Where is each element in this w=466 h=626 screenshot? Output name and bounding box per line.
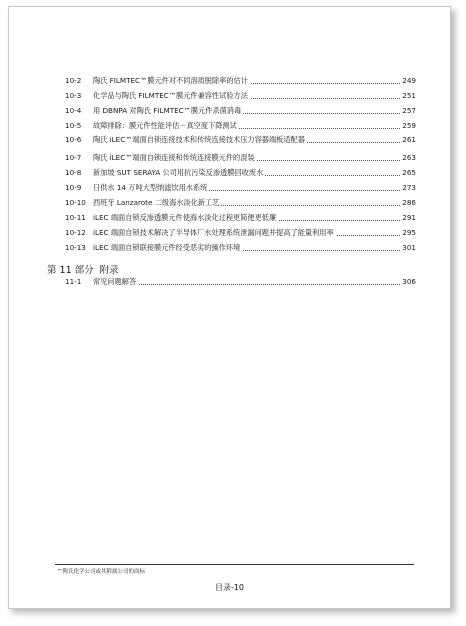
toc-entry[interactable]: [9, 90, 450, 102]
toc-entry-page: 301: [402, 243, 416, 252]
toc-entry-title: 新加坡 SUT SERAYA 公司用抗污染反渗透膜回收废水: [93, 168, 264, 177]
toc-entry-page: 259: [402, 121, 416, 130]
toc-entry-page: 263: [402, 153, 416, 162]
toc-entry-page: 291: [402, 213, 416, 222]
toc-entry-title: 西班牙 Lanzarote 二级海水淡化新工艺: [93, 198, 220, 207]
toc-entry-page: 251: [402, 91, 416, 100]
toc-entry-number: 10-8: [65, 168, 82, 177]
toc-entry-number: 10-6: [65, 135, 82, 144]
toc-entry-number: 10-4: [65, 106, 82, 115]
toc-entry-page: 249: [402, 76, 416, 85]
toc-entry[interactable]: [9, 212, 450, 224]
toc-entry-page: 273: [402, 183, 416, 192]
toc-entry-number: 10-9: [65, 183, 82, 192]
footnote-divider: [55, 564, 414, 565]
toc-entry-title: 故障排除：膜元件性能评估－真空度下降测试: [93, 121, 237, 130]
toc-entry[interactable]: [9, 134, 450, 146]
page-number: 目录-10: [214, 583, 245, 592]
toc-entry[interactable]: [9, 276, 450, 288]
toc-entry-number: 10-3: [65, 91, 82, 100]
toc-entry-title: 化学品与陶氏 FILMTEC™膜元件兼容性试验方法: [93, 91, 248, 100]
toc-entry-page: 265: [402, 168, 416, 177]
toc-entry[interactable]: [9, 120, 450, 132]
toc-entry-number: 10-12: [65, 228, 86, 237]
toc-entry-page: 261: [402, 135, 416, 144]
toc-entry-number: 10-5: [65, 121, 82, 130]
part-heading: [47, 262, 125, 276]
toc-entry-number: 10-7: [65, 153, 82, 162]
toc-entry[interactable]: [9, 182, 450, 194]
document-page: [8, 6, 451, 609]
toc-entry[interactable]: [9, 75, 450, 87]
part-title: 附录: [99, 265, 119, 276]
toc-entry[interactable]: [9, 167, 450, 179]
toc-entry-title: 日供水 14 万吨大型纳滤饮用水系统: [93, 183, 208, 192]
toc-entry-number: 10-13: [65, 243, 86, 252]
toc-entry-number: 10-11: [65, 213, 86, 222]
toc-entry-number: 10-10: [65, 198, 86, 207]
toc-entry-title: 陶氏 iLEC™端面自锁连接技术和传统连接技术压力容器端板适配器: [93, 135, 305, 144]
toc-entry[interactable]: [9, 227, 450, 239]
toc-entry-number: 10-2: [65, 76, 82, 85]
toc-entry-title: iLEC 端面自锁技术解决了半导体厂水处理系统泄漏问题并提高了能量利用率: [93, 228, 334, 237]
toc-entry[interactable]: [9, 105, 450, 117]
toc-entry-title: 常见问题解答: [93, 277, 137, 286]
toc-entry[interactable]: [9, 152, 450, 164]
toc-entry-title: 陶氏 FILMTEC™膜元件对不同溶质脱除率的估计: [93, 76, 248, 85]
toc-entry-number: 11-1: [65, 277, 82, 286]
part-label: 第 11 部分: [47, 265, 94, 276]
toc-entry-title: 陶氏 iLEC™端面自锁连接和传统连接膜元件的混装: [93, 153, 255, 162]
toc-entry[interactable]: [9, 197, 450, 209]
toc-entry-title: iLEC 端面自锁联接膜元件经受恶劣的操作环境: [93, 243, 241, 252]
trademark-footnote: ™陶氏化学公司或其附属公司的商标: [57, 569, 146, 575]
toc-entry-page: 306: [402, 277, 416, 286]
toc-entry[interactable]: [9, 242, 450, 254]
toc-entry-title: iLEC 端面自锁反渗透膜元件使海水淡化过程更简便更低廉: [93, 213, 277, 222]
toc-entry-page: 295: [402, 228, 416, 237]
toc-entry-page: 286: [402, 198, 416, 207]
dot-leader: [93, 284, 404, 285]
toc-entry-title: 用 DBNPA 对陶氏 FILMTEC™膜元件杀菌消毒: [93, 106, 242, 115]
toc-entry-page: 257: [402, 106, 416, 115]
